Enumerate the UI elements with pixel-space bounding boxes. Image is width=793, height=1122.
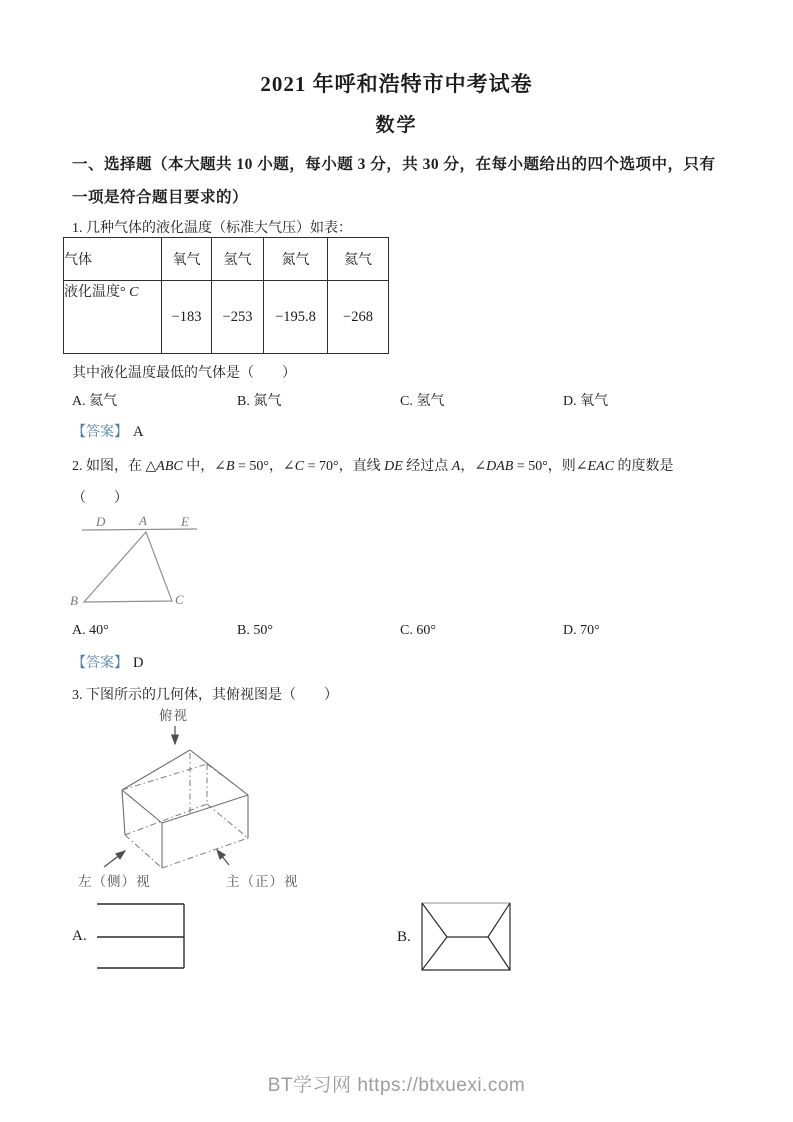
table-value-oxygen: −183 [162,281,212,354]
page-title: 2021 年呼和浩特市中考试卷 [260,72,533,96]
q2-answer-value: D [133,655,144,671]
table-cell-nitrogen: 氮气 [264,238,328,281]
subject-title: 数学 [375,115,418,136]
front-view-arrow-icon [217,850,229,865]
solid-wireframe-diagram [60,700,360,895]
q1-option-c: C. 氢气 [400,394,445,409]
section-header-line1: 一、选择题（本大题共 10 小题，每小题 3 分，共 30 分，在每小题给出的四个选项中，只有 [72,156,716,173]
q2-stem-math: A [451,459,461,474]
q1-stem: 1. 几种气体的液化温度（标准大气压）如表： [72,221,352,236]
table-value-nitrogen: −195.8 [264,281,328,354]
answer-label: 【答案】 [72,656,128,671]
q1-option-b: B. 氮气 [237,394,282,409]
front-view-label: 主（正）视 [226,874,299,889]
q2-stem-math: ABC [156,459,183,474]
q1-answer-line [72,421,143,441]
section-header-line2: 一项是符合题目要求的） [72,189,249,206]
table-cell-hydrogen: 氢气 [212,238,264,281]
table-cell-gas-header: 气体 [64,238,162,281]
vertex-label-E: E [181,514,189,529]
q2-stem-segment: = 50°，则∠ [513,459,588,474]
q2-stem-math: DE [384,459,403,474]
q2-stem-segment: ，∠ [460,459,487,474]
q2-stem-segment: 中，∠ [182,459,226,474]
table-cell-helium: 氦气 [328,238,389,281]
q3-solid-figure [60,700,360,895]
q3-stem: 3. 下图所示的几何体，其俯视图是（ ） [72,688,338,703]
q2-option-b: B. 50° [237,623,273,638]
q2-stem [72,455,673,475]
q2-option-c: C. 60° [400,623,436,638]
table-cell-row-label [64,281,162,354]
q3-option-a-label: A. [72,928,87,944]
q1-gas-table [63,237,389,354]
q2-option-d: D. 70° [563,623,600,638]
option-b-top-view-diagram [420,901,512,972]
q3-option-b-figure [420,901,512,972]
table-value-helium: −268 [328,281,389,354]
q2-stem-segment: = 50°，∠ [234,459,295,474]
q2-triangle-figure [60,510,220,620]
row-label-variable: C [129,285,139,300]
q1-option-a: A. 氦气 [72,394,118,409]
table-data-row [64,281,389,354]
vertex-label-B: B [70,593,78,608]
q1-prompt: 其中液化温度最低的气体是（ ） [72,366,296,381]
vertex-label-A: A [139,513,147,528]
table-cell-oxygen: 氧气 [162,238,212,281]
vertex-label-C: C [175,592,184,607]
q2-stem-math: C [294,459,305,474]
top-view-label: 俯视 [159,708,188,723]
q2-stem-paren: （ ） [72,491,128,506]
q2-stem-segment: 2. 如图，在 △ [72,459,157,474]
solid-hidden-edges [122,753,248,868]
q2-stem-segment: 的度数是 [613,459,674,474]
solid-visible-edges [122,750,248,868]
q2-stem-segment: = 70°，直线 [304,459,385,474]
left-view-label: 左（侧）视 [78,874,151,889]
option-a-top-view-diagram [95,901,190,971]
q3-option-a-figure [95,901,190,971]
q1-answer-value: A [133,424,144,440]
q3-option-b-label: B. [397,929,411,945]
watermark: BT学习网 https://btxuexi.com [267,1075,526,1096]
triangle-ABC [84,532,172,602]
left-view-arrow-icon [104,851,125,867]
vertex-label-D: D [96,514,106,529]
q1-option-d: D. 氧气 [563,394,609,409]
q2-answer-line [72,652,143,672]
q2-stem-math: EAC [587,459,614,474]
q2-stem-math: B [225,459,235,474]
answer-label: 【答案】 [72,425,128,440]
table-value-hydrogen: −253 [212,281,264,354]
q2-stem-math: DAB [486,459,514,474]
q2-option-a: A. 40° [72,623,109,638]
table-header-row [64,238,389,281]
q2-stem-segment: 经过点 [402,459,452,474]
row-label-text: 液化温度° [64,285,126,300]
